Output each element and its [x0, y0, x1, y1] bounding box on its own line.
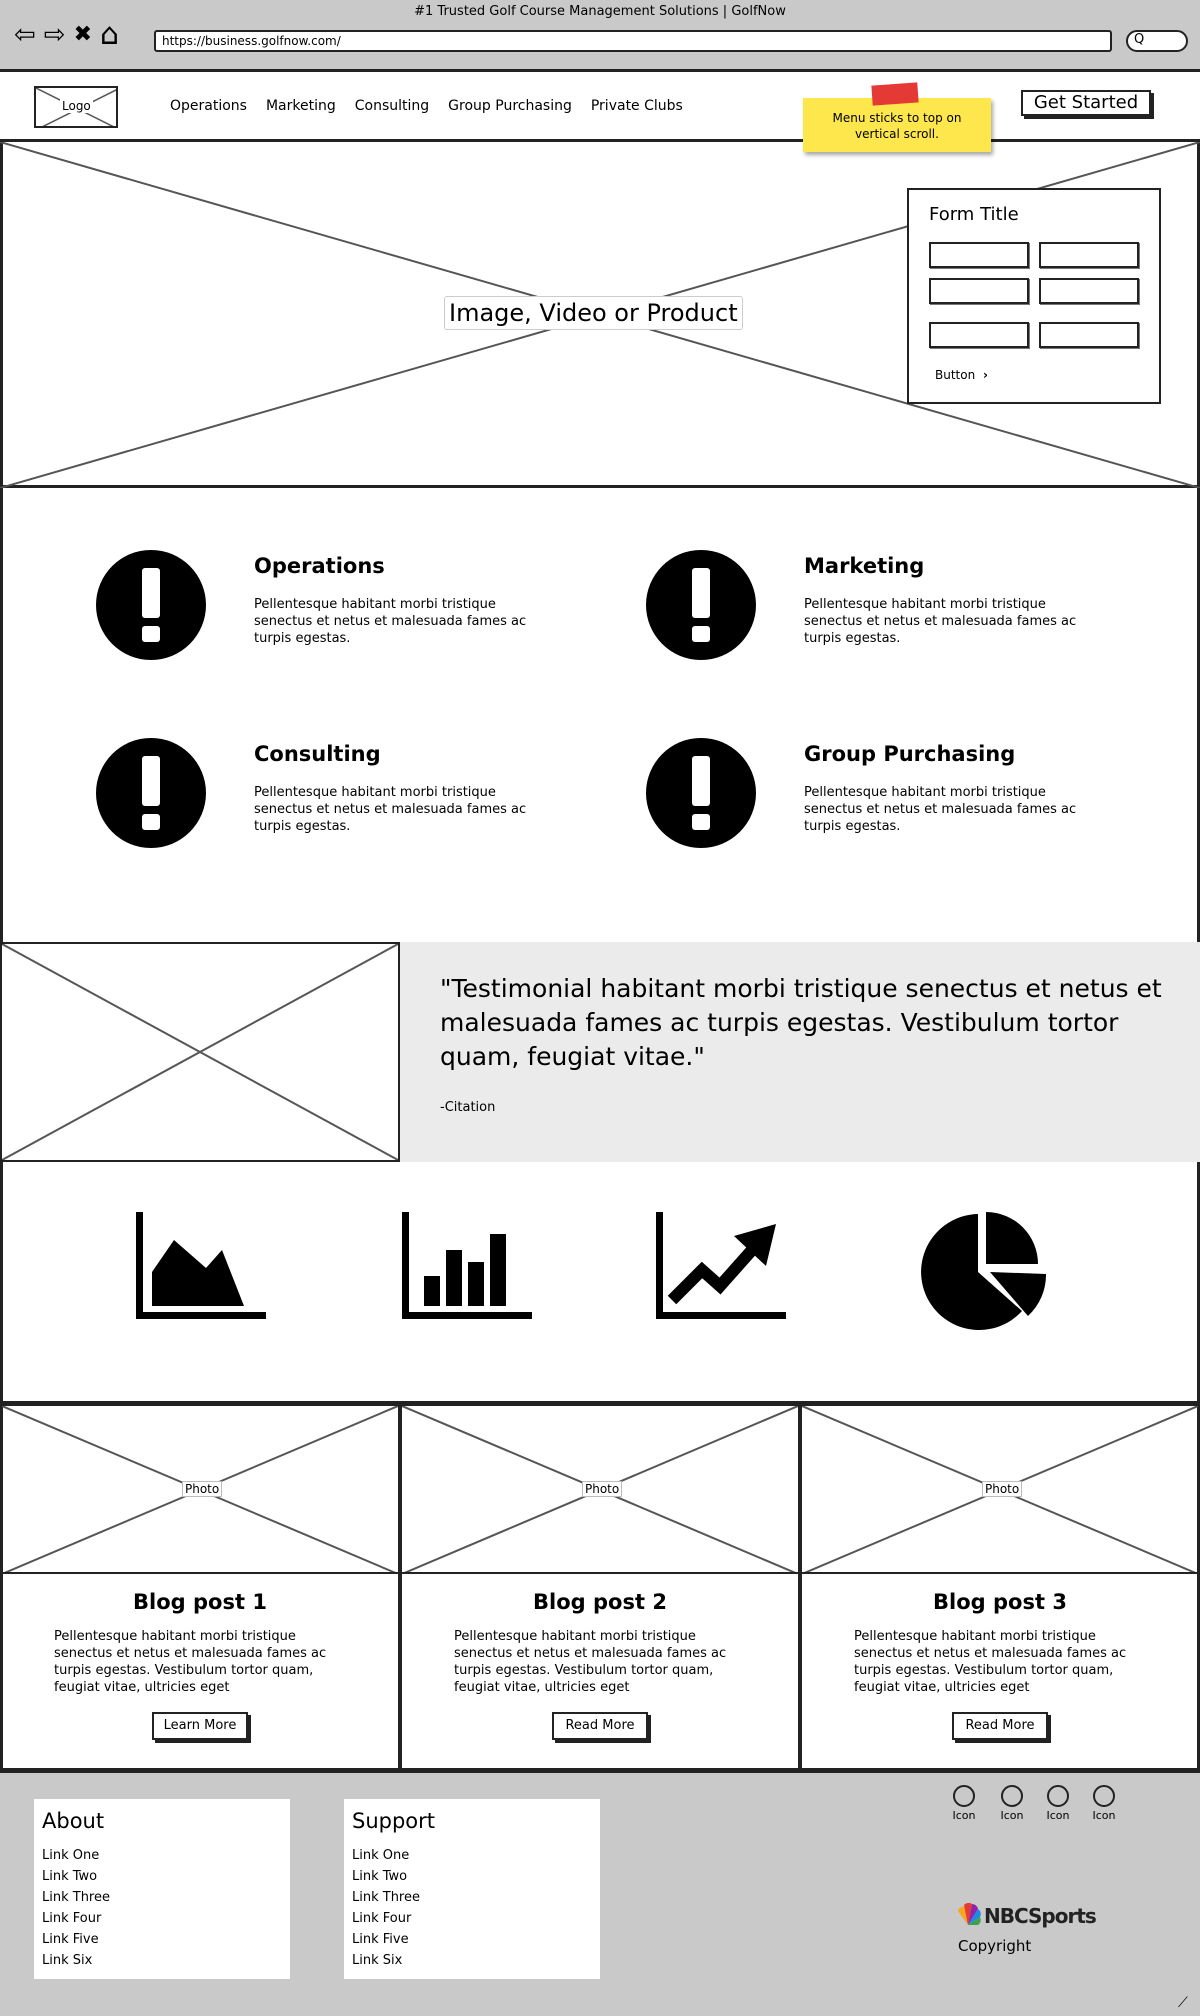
- testimonial-image-placeholder: [0, 942, 400, 1162]
- footer-link[interactable]: Link One: [42, 1848, 100, 1863]
- photo-label: Photo: [582, 1481, 622, 1497]
- feature-title: Marketing: [804, 554, 925, 578]
- blog-title[interactable]: Blog post 3: [933, 1590, 1067, 1614]
- home-icon[interactable]: ⌂: [100, 17, 120, 52]
- form-field-4[interactable]: [1039, 278, 1139, 304]
- nbc-brand-text: NBCSports: [984, 1904, 1096, 1928]
- social-icon-3[interactable]: [1040, 1785, 1076, 1822]
- logo[interactable]: [34, 86, 118, 128]
- form-button-label: Button: [935, 368, 976, 382]
- browser-search[interactable]: [1126, 30, 1188, 52]
- blog-card-3: [800, 1404, 1200, 1770]
- footer-link[interactable]: Link Six: [352, 1953, 403, 1968]
- footer-link[interactable]: Link Five: [352, 1932, 409, 1947]
- footer-link[interactable]: Link Five: [42, 1932, 99, 1947]
- footer-support: [344, 1799, 600, 1979]
- photo-label: Photo: [182, 1481, 222, 1497]
- form-field-3[interactable]: [929, 278, 1029, 304]
- footer-link[interactable]: Link Four: [42, 1911, 102, 1926]
- footer-link[interactable]: Link Two: [352, 1869, 408, 1884]
- resize-grip-icon[interactable]: ⟋: [1178, 1995, 1188, 2011]
- social-icon-4[interactable]: [1086, 1785, 1122, 1822]
- footer: [0, 1770, 1200, 2016]
- feature-marketing: [646, 550, 1146, 670]
- social-icon-label: Icon: [1000, 1809, 1024, 1822]
- back-icon[interactable]: ⇦: [14, 20, 36, 50]
- hero-label: Image, Video or Product: [444, 296, 743, 330]
- footer-link[interactable]: Link Four: [352, 1911, 412, 1926]
- menu-item-operations[interactable]: Operations: [170, 98, 247, 114]
- area-chart-icon: [134, 1212, 268, 1322]
- blog-section: [0, 1404, 1200, 1770]
- footer-link[interactable]: Link Six: [42, 1953, 93, 1968]
- social-icon-2[interactable]: [994, 1785, 1030, 1822]
- feature-text: Pellentesque habitant morbi tristique senectus et netus et malesuada fames ac turpis egestas.: [804, 597, 1077, 646]
- menu-item-marketing[interactable]: Marketing: [265, 98, 336, 114]
- blog-title[interactable]: Blog post 2: [533, 1590, 667, 1614]
- pie-chart-icon: [918, 1212, 1052, 1336]
- image-placeholder-icon: [2, 944, 398, 1160]
- menu-item-group-purchasing[interactable]: Group Purchasing: [448, 98, 572, 114]
- nbc-peacock-icon: [954, 1901, 1114, 1931]
- form-field-5[interactable]: [929, 322, 1029, 348]
- browser-title: #1 Trusted Golf Course Management Solutions | GolfNow: [414, 4, 786, 19]
- alert-icon: [96, 550, 206, 660]
- form-button[interactable]: [935, 368, 988, 382]
- circle-icon: [1093, 1785, 1115, 1807]
- copyright: Copyright: [958, 1937, 1032, 1955]
- feature-title: Group Purchasing: [804, 742, 1016, 766]
- logo-label: Logo: [62, 99, 91, 113]
- social-icon-label: Icon: [1092, 1809, 1116, 1822]
- feature-text: Pellentesque habitant morbi tristique senectus et netus et malesuada fames ac turpis egestas.: [254, 785, 527, 834]
- social-icon-label: Icon: [1046, 1809, 1070, 1822]
- circle-icon: [1047, 1785, 1069, 1807]
- features-section: [0, 488, 1200, 942]
- blog-photo: [402, 1406, 798, 1574]
- blog-photo: [802, 1406, 1198, 1574]
- footer-heading: About: [42, 1809, 105, 1833]
- alert-icon: [96, 738, 206, 848]
- get-started-button[interactable]: Get Started: [1021, 90, 1151, 116]
- footer-heading: Support: [352, 1809, 436, 1833]
- circle-icon: [953, 1785, 975, 1807]
- feature-text: Pellentesque habitant morbi tristique senectus et netus et malesuada fames ac turpis egestas.: [804, 785, 1077, 834]
- testimonial-section: [0, 942, 1200, 1162]
- line-chart-icon: [654, 1212, 788, 1322]
- blog-excerpt: Pellentesque habitant morbi tristique senectus et netus et malesuada fames ac turpis egestas. Vestibulum tortor quam, feugiat vitae, ultricies eget: [454, 1629, 727, 1695]
- testimonial-quote: "Testimonial habitant morbi tristique senectus et netus et malesuada fames ac turpis egestas. Vestibulum tortor quam, feugiat vitae.": [440, 974, 1162, 1071]
- blog-title[interactable]: Blog post 1: [133, 1590, 267, 1614]
- nbc-sports-logo: [954, 1901, 1114, 1935]
- menu-item-consulting[interactable]: Consulting: [354, 98, 430, 114]
- lead-form: [907, 188, 1161, 404]
- learn-more-button[interactable]: Learn More: [152, 1712, 248, 1740]
- url-bar[interactable]: https://business.golfnow.com/: [154, 30, 1112, 52]
- feature-consulting: [96, 738, 596, 858]
- social-icon-label: Icon: [952, 1809, 976, 1822]
- blog-photo: [2, 1406, 398, 1574]
- site-header: [0, 72, 1200, 142]
- feature-text: Pellentesque habitant morbi tristique senectus et netus et malesuada fames ac turpis egestas.: [254, 597, 527, 646]
- close-icon[interactable]: ✖: [73, 22, 93, 47]
- forward-icon[interactable]: ⇨: [43, 20, 66, 50]
- form-field-6[interactable]: [1039, 322, 1139, 348]
- hero: [0, 142, 1200, 488]
- form-title: Form Title: [929, 204, 1019, 225]
- blog-excerpt: Pellentesque habitant morbi tristique senectus et netus et malesuada fames ac turpis egestas. Vestibulum tortor quam, feugiat vitae, ultricies eget: [54, 1629, 327, 1695]
- footer-about: [34, 1799, 290, 1979]
- footer-link[interactable]: Link Three: [352, 1890, 420, 1905]
- form-field-1[interactable]: [929, 242, 1029, 268]
- social-icon-1[interactable]: [946, 1785, 982, 1822]
- stats-section: [0, 1162, 1200, 1404]
- feature-title: Consulting: [254, 742, 381, 766]
- footer-link[interactable]: Link One: [352, 1848, 410, 1863]
- testimonial-citation: -Citation: [440, 1100, 496, 1115]
- chevron-right-icon: ›: [983, 368, 988, 382]
- feature-operations: [96, 550, 596, 670]
- form-field-2[interactable]: [1039, 242, 1139, 268]
- browser-nav: [14, 17, 120, 52]
- sticky-tape: [871, 82, 918, 105]
- bar-chart-icon: [400, 1212, 534, 1322]
- footer-link[interactable]: Link Two: [42, 1869, 98, 1884]
- read-more-button[interactable]: Read More: [552, 1712, 648, 1740]
- alert-icon: [646, 738, 756, 848]
- circle-icon: [1001, 1785, 1023, 1807]
- feature-title: Operations: [254, 554, 385, 578]
- main-menu: [170, 98, 683, 114]
- blog-card-2: [400, 1404, 800, 1770]
- browser-chrome: [0, 0, 1200, 72]
- feature-group-purchasing: [646, 738, 1146, 858]
- sticky-note-text: Menu sticks to top on vertical scroll.: [832, 111, 962, 141]
- read-more-button[interactable]: Read More: [952, 1712, 1048, 1740]
- footer-link[interactable]: Link Three: [42, 1890, 110, 1905]
- blog-excerpt: Pellentesque habitant morbi tristique senectus et netus et malesuada fames ac turpis egestas. Vestibulum tortor quam, feugiat vitae, ultricies eget: [854, 1629, 1127, 1695]
- footer-links: [42, 1845, 110, 1971]
- alert-icon: [646, 550, 756, 660]
- search-icon: Q: [1134, 32, 1145, 47]
- menu-item-private-clubs[interactable]: Private Clubs: [590, 98, 683, 114]
- footer-links: [352, 1845, 420, 1971]
- photo-label: Photo: [982, 1481, 1022, 1497]
- blog-card-1: [0, 1404, 400, 1770]
